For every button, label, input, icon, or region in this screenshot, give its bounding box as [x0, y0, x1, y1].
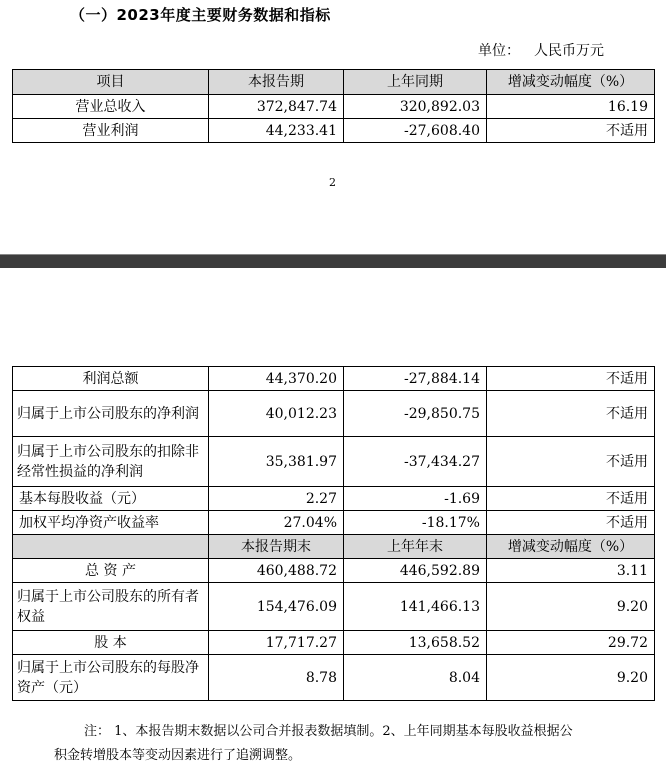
table-row — [13, 119, 655, 143]
cell-prior: -1.69 — [344, 487, 487, 511]
cell-change: 16.19 — [487, 95, 655, 119]
cell-change: 不适用 — [487, 487, 655, 511]
cell-prior: -27,884.14 — [344, 367, 487, 391]
cell-current: 17,717.27 — [209, 631, 344, 655]
subheader-cell-change: 增减变动幅度（%） — [487, 535, 655, 559]
table-row — [13, 631, 655, 655]
unit-value: 人民币万元 — [534, 43, 604, 59]
page-break-divider — [0, 254, 666, 269]
cell-change: 不适用 — [487, 367, 655, 391]
cell-change: 不适用 — [487, 511, 655, 535]
table-header-row — [13, 70, 655, 95]
header-cell-current: 本报告期 — [209, 70, 344, 95]
page-number: 2 — [329, 176, 336, 189]
financial-table-1 — [12, 69, 655, 143]
row-label: 利润总额 — [13, 367, 209, 391]
row-label: 营业总收入 — [13, 95, 209, 119]
row-label: 归属于上市公司股东的净利润 — [13, 391, 209, 437]
financial-table-2 — [12, 366, 655, 701]
cell-current: 460,488.72 — [209, 559, 344, 583]
row-label: 总 资 产 — [13, 559, 209, 583]
cell-current: 40,012.23 — [209, 391, 344, 437]
cell-prior: 446,592.89 — [344, 559, 487, 583]
cell-prior: -27,608.40 — [344, 119, 487, 143]
row-label: 营业利润 — [13, 119, 209, 143]
cell-prior: 8.04 — [344, 655, 487, 701]
cell-prior: 141,466.13 — [344, 583, 487, 631]
row-label: 归属于上市公司股东的扣除非经常性损益的净利润 — [13, 437, 209, 487]
cell-change: 3.11 — [487, 559, 655, 583]
cell-change: 29.72 — [487, 631, 655, 655]
row-label: 归属于上市公司股东的每股净资产（元） — [13, 655, 209, 701]
table-subheader-row — [13, 535, 655, 559]
table-row — [13, 437, 655, 487]
unit-line — [478, 40, 604, 60]
cell-prior: -37,434.27 — [344, 437, 487, 487]
table-row — [13, 559, 655, 583]
subheader-cell-prior-year-end: 上年年末 — [344, 535, 487, 559]
table-row — [13, 391, 655, 437]
footnote-line-2: 积金转增股本等变动因素进行了追溯调整。 — [54, 748, 302, 763]
unit-label: 单位： — [478, 43, 520, 59]
cell-current: 27.04% — [209, 511, 344, 535]
cell-current: 44,233.41 — [209, 119, 344, 143]
cell-prior: 320,892.03 — [344, 95, 487, 119]
cell-change: 不适用 — [487, 391, 655, 437]
row-label: 归属于上市公司股东的所有者权益 — [13, 583, 209, 631]
cell-change: 不适用 — [487, 437, 655, 487]
cell-current: 2.27 — [209, 487, 344, 511]
cell-current: 154,476.09 — [209, 583, 344, 631]
subheader-cell-blank — [13, 535, 209, 559]
subheader-cell-period-end: 本报告期末 — [209, 535, 344, 559]
header-cell-item: 项目 — [13, 70, 209, 95]
table-row — [13, 367, 655, 391]
footnote-line-1: 注： 1、本报告期末数据以公司合并报表数据填制。2、上年同期基本每股收益根据公 — [84, 724, 573, 739]
cell-change: 9.20 — [487, 583, 655, 631]
cell-current: 44,370.20 — [209, 367, 344, 391]
table-row — [13, 655, 655, 701]
table-row — [13, 583, 655, 631]
row-label: 加权平均净资产收益率 — [13, 511, 209, 535]
cell-current: 372,847.74 — [209, 95, 344, 119]
section-title: （一）2023年度主要财务数据和指标 — [70, 6, 331, 24]
cell-prior: -18.17% — [344, 511, 487, 535]
cell-prior: -29,850.75 — [344, 391, 487, 437]
table-row — [13, 487, 655, 511]
cell-change: 9.20 — [487, 655, 655, 701]
cell-current: 35,381.97 — [209, 437, 344, 487]
cell-current: 8.78 — [209, 655, 344, 701]
table-row — [13, 95, 655, 119]
header-cell-change: 增减变动幅度（%） — [487, 70, 655, 95]
row-label: 基本每股收益（元） — [13, 487, 209, 511]
row-label: 股 本 — [13, 631, 209, 655]
cell-prior: 13,658.52 — [344, 631, 487, 655]
table-row — [13, 511, 655, 535]
cell-change: 不适用 — [487, 119, 655, 143]
header-cell-prior: 上年同期 — [344, 70, 487, 95]
